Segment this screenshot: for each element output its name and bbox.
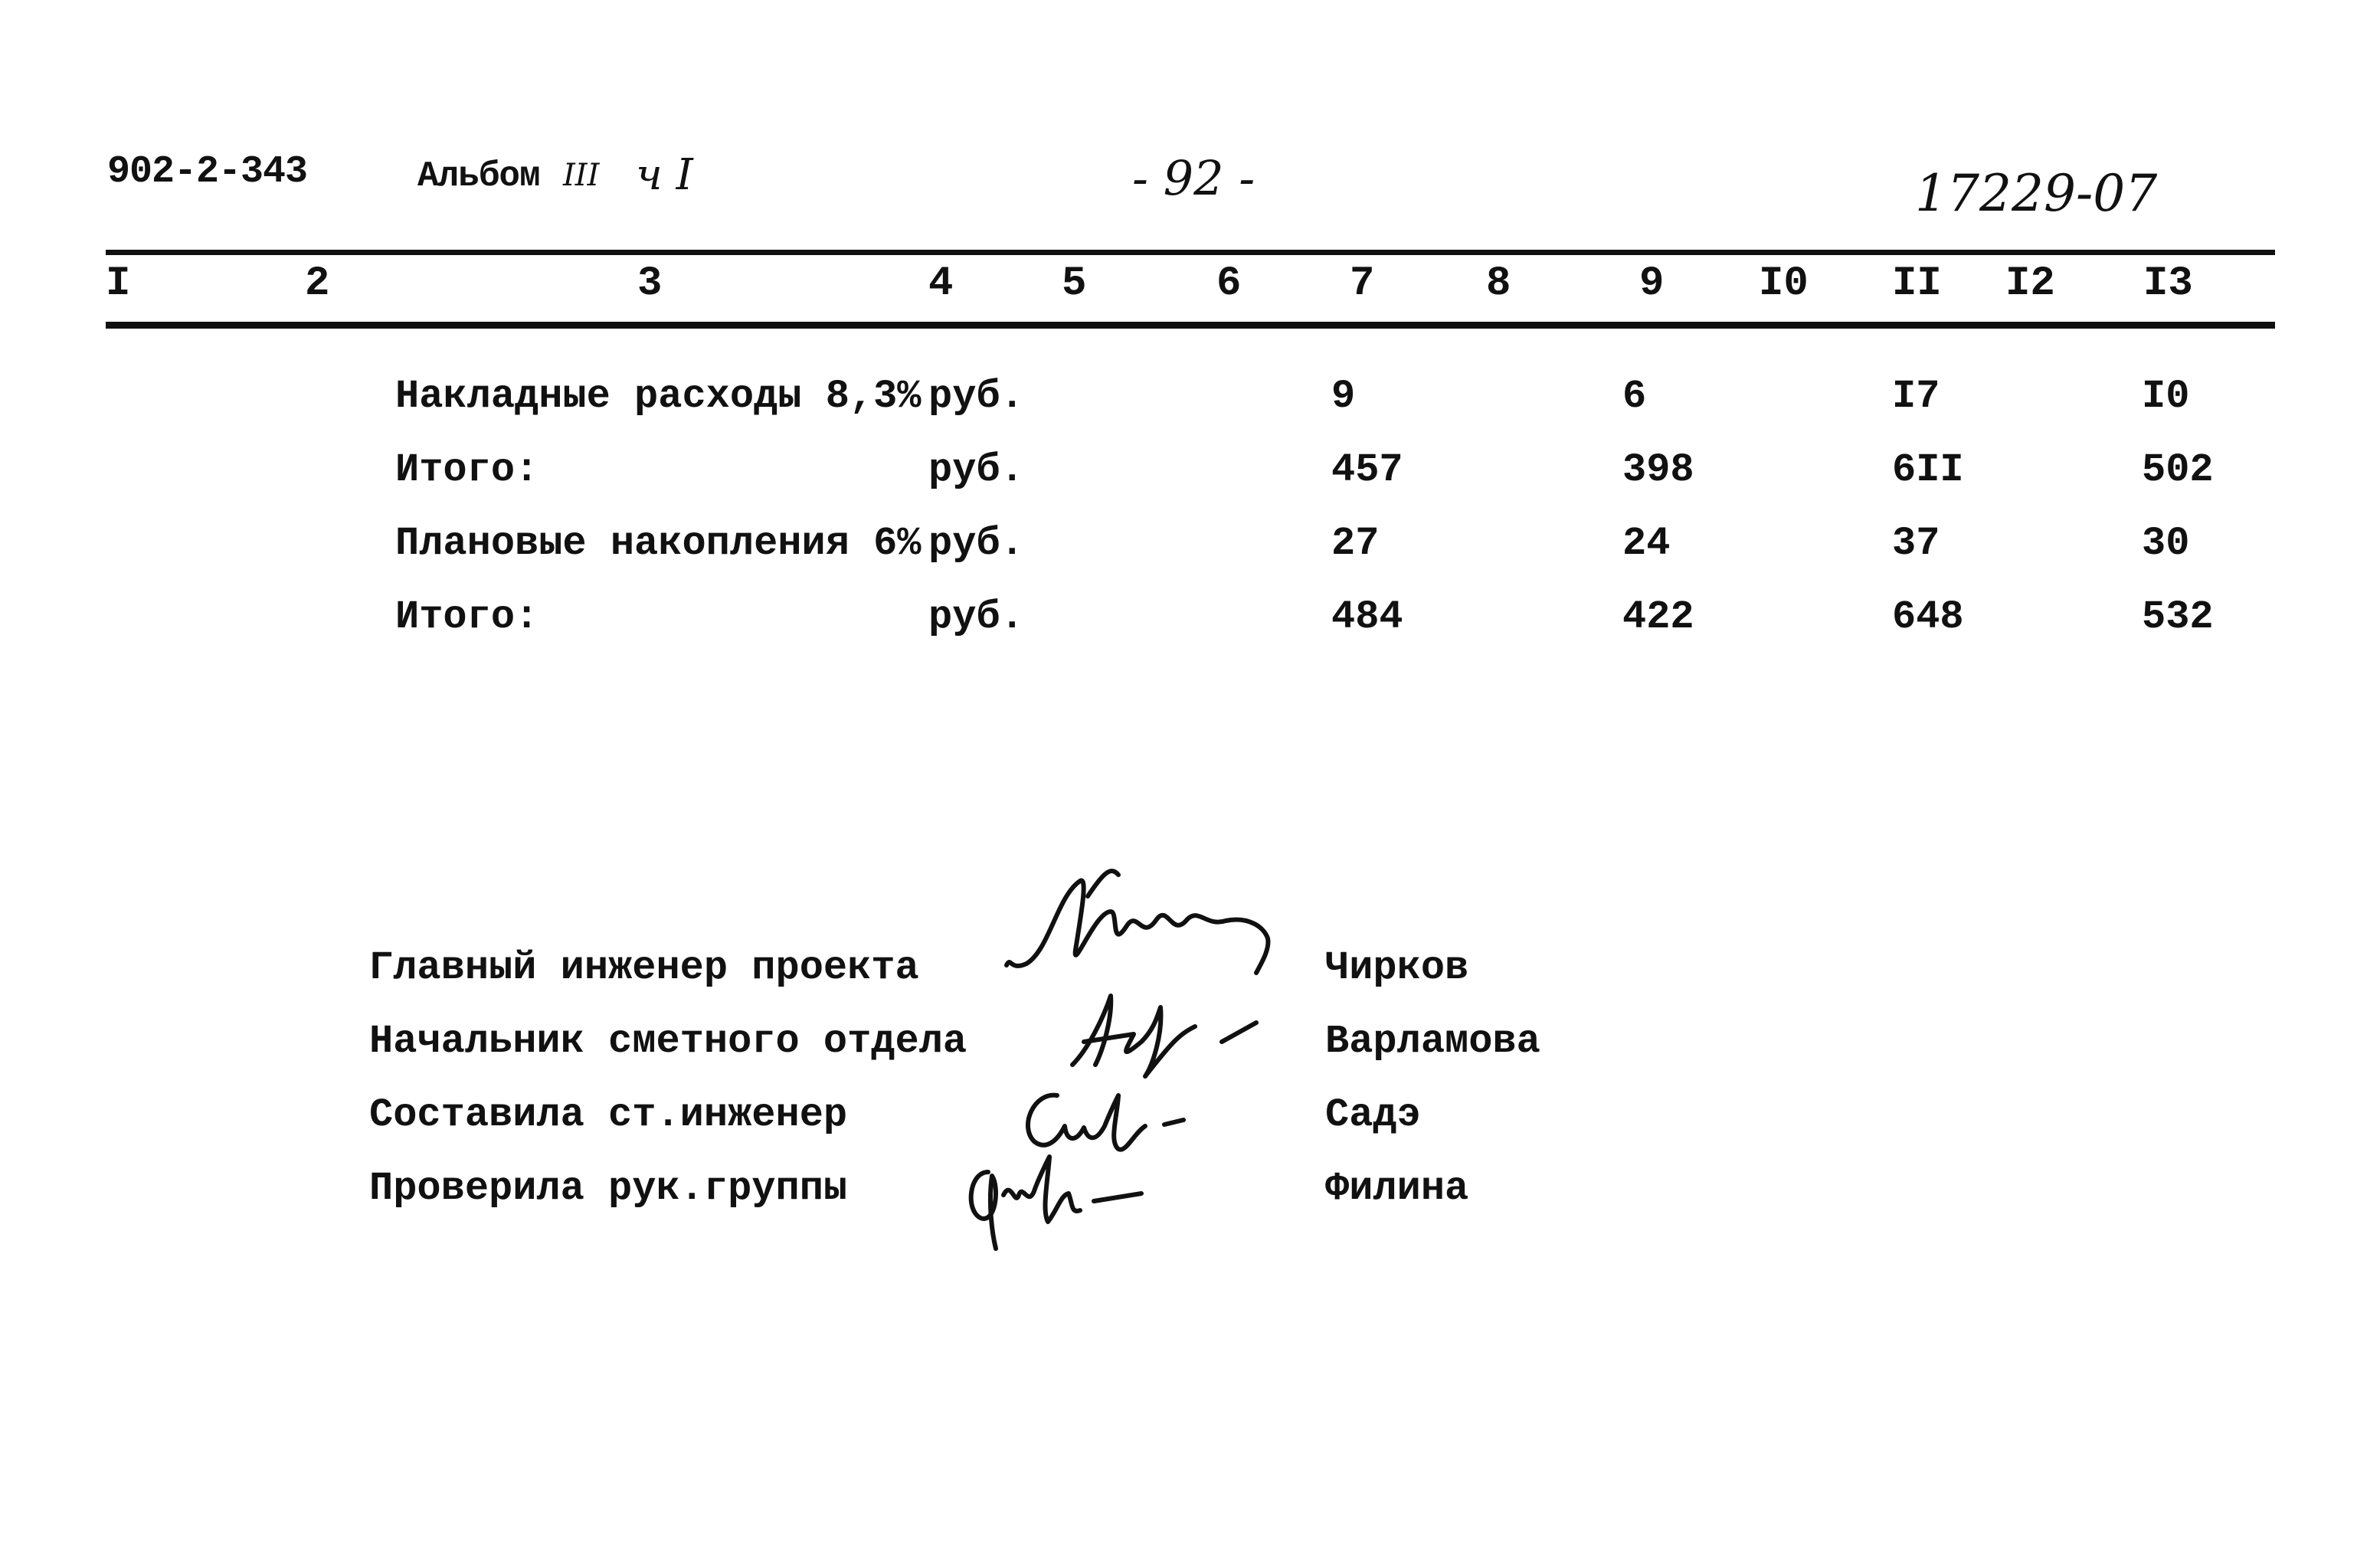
cell-col13: 532	[2142, 594, 2214, 640]
cell-col11: 648	[1892, 594, 1964, 640]
cell-col11: 6II	[1892, 447, 1964, 493]
signer-name: Филина	[1325, 1166, 1469, 1211]
col-3: 3	[637, 260, 663, 307]
signer-name: Садэ	[1325, 1092, 1421, 1138]
col-11: II	[1892, 260, 1942, 307]
cell-col7: 457	[1331, 447, 1403, 493]
cell-col7: 27	[1331, 521, 1380, 566]
col-13: I3	[2143, 260, 2193, 307]
sheet-code: 17229-07	[1915, 164, 2158, 223]
signer-name: Чирков	[1325, 945, 1469, 990]
signature-compiler	[1011, 1080, 1210, 1157]
cell-col9: 6	[1622, 374, 1647, 419]
row-unit: руб.	[928, 447, 1024, 493]
signer-role: Главный инженер проекта	[369, 945, 919, 990]
signature-estimate-head	[1065, 988, 1279, 1080]
col-2: 2	[305, 260, 330, 307]
col-10: I0	[1759, 260, 1809, 307]
cell-col9: 422	[1622, 594, 1694, 640]
col-7: 7	[1350, 260, 1375, 307]
col-12: I2	[2005, 260, 2055, 307]
signer-role: Составила ст.инженер	[369, 1092, 848, 1138]
row-label: Накладные расходы 8,3%	[395, 374, 922, 419]
col-6: 6	[1216, 260, 1242, 307]
col-5: 5	[1062, 260, 1087, 307]
cell-col7: 9	[1331, 374, 1356, 419]
row-unit: руб.	[928, 594, 1024, 640]
cell-col13: I0	[2142, 374, 2190, 419]
cell-col13: 30	[2142, 521, 2190, 566]
cell-col7: 484	[1331, 594, 1403, 640]
album-part: ч I	[636, 150, 693, 200]
page-number: - 92 -	[1132, 150, 1255, 206]
col-9: 9	[1639, 260, 1665, 307]
cell-col13: 502	[2142, 447, 2214, 493]
row-unit: руб.	[928, 521, 1024, 566]
col-8: 8	[1486, 260, 1511, 307]
signature-chief-engineer	[996, 866, 1287, 988]
album-label: Альбом	[417, 156, 540, 196]
row-label: Итого:	[395, 447, 539, 493]
cell-col11: 37	[1892, 521, 1940, 566]
document-code: 902-2-343	[107, 150, 308, 194]
table-top-rule	[106, 250, 2275, 255]
col-1: I	[106, 260, 131, 307]
album-volume: III	[563, 158, 600, 193]
col-4: 4	[928, 260, 954, 307]
row-label: Итого:	[395, 594, 539, 640]
signer-role: Начальник сметного отдела	[369, 1019, 967, 1064]
row-label: Плановые накопления 6%	[395, 521, 922, 566]
signer-name: Варламова	[1325, 1019, 1540, 1064]
signature-checker	[958, 1149, 1157, 1256]
cell-col9: 398	[1622, 447, 1694, 493]
signer-role: Проверила рук.группы	[369, 1166, 848, 1211]
cell-col11: I7	[1892, 374, 1940, 419]
row-unit: руб.	[928, 374, 1024, 419]
table-header-rule	[106, 322, 2275, 329]
cell-col9: 24	[1622, 521, 1671, 566]
